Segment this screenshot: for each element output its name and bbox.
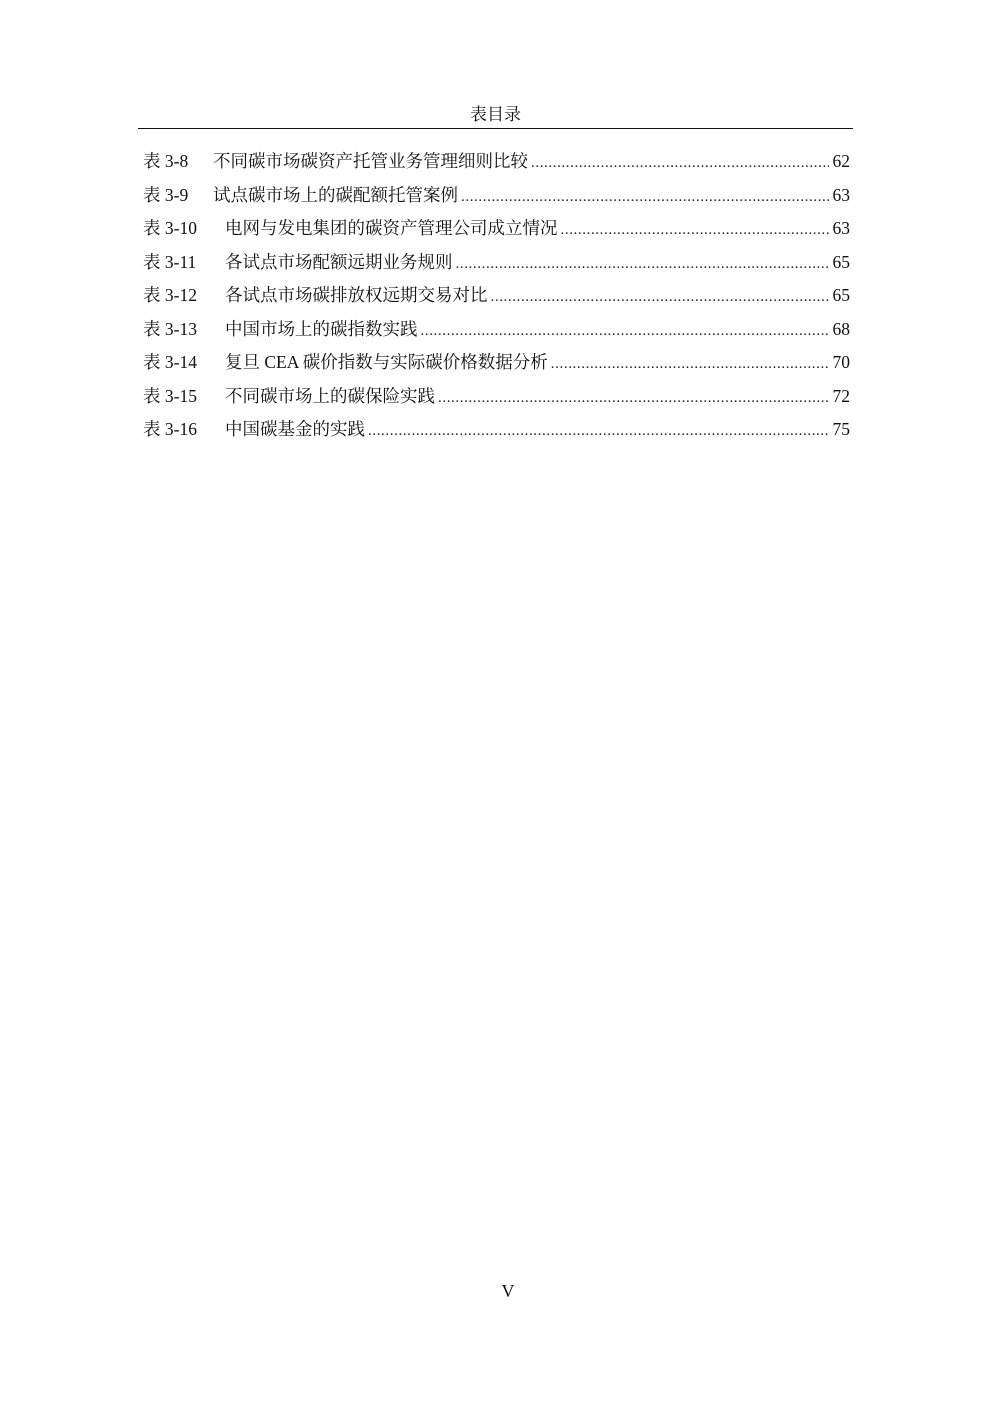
dot-leader [456,250,829,278]
toc-entry-page: 62 [832,151,850,171]
toc-entry[interactable] [143,315,850,349]
toc-entry-number: 表 3-16 [143,419,197,439]
toc-entry-number: 表 3-10 [143,218,197,238]
dot-leader [368,417,829,445]
toc-entry-title: 各试点市场碳排放权远期交易对比 [225,285,488,305]
toc-entry[interactable] [143,415,850,449]
toc-entry-number: 表 3-12 [143,285,197,305]
toc-entry[interactable] [143,382,850,416]
toc-entry[interactable] [143,181,850,215]
toc-entry-number: 表 3-15 [143,385,197,406]
toc-entry[interactable] [143,348,850,382]
page-number: V [501,1281,515,1301]
dot-leader [421,317,829,345]
toc-entry-page: 65 [832,251,850,272]
dot-leader [438,384,829,412]
toc-entry-title: 复旦 CEA 碳价指数与实际碳价格数据分析 [225,352,548,372]
toc-entry-number: 表 3-9 [143,184,189,205]
toc-entry-title: 电网与发电集团的碳资产管理公司成立情况 [225,218,558,238]
toc-entry[interactable] [143,214,850,248]
toc-entry-title: 试点碳市场上的碳配额托管案例 [213,184,458,205]
toc-entry-title: 各试点市场配额远期业务规则 [225,251,453,272]
toc-entry-title: 不同碳市场上的碳保险实践 [225,385,435,406]
toc-entry-page: 68 [832,318,850,339]
toc-entry-number: 表 3-8 [143,151,189,171]
toc-entry-page: 65 [832,285,850,305]
toc-entry-number: 表 3-11 [143,251,197,272]
dot-leader [531,149,829,177]
toc-entry-number: 表 3-13 [143,318,197,339]
dot-leader [461,183,829,211]
dot-leader [491,283,829,311]
header-rule [138,128,853,129]
toc-entry-page: 75 [832,419,850,439]
dot-leader [561,216,829,244]
toc-entry-title: 中国碳基金的实践 [225,419,365,439]
dot-leader [551,350,829,378]
toc-entry[interactable] [143,281,850,315]
running-header-title: 表目录 [470,105,521,124]
toc-entry-title: 中国市场上的碳指数实践 [225,318,418,339]
toc-entry-page: 70 [832,352,850,372]
table-list [143,147,850,449]
toc-entry-page: 63 [832,184,850,205]
toc-entry[interactable] [143,147,850,181]
toc-entry-title: 不同碳市场碳资产托管业务管理细则比较 [213,151,528,171]
toc-entry-number: 表 3-14 [143,352,197,372]
toc-entry[interactable] [143,248,850,282]
toc-entry-page: 63 [832,218,850,238]
toc-entry-page: 72 [832,385,850,406]
